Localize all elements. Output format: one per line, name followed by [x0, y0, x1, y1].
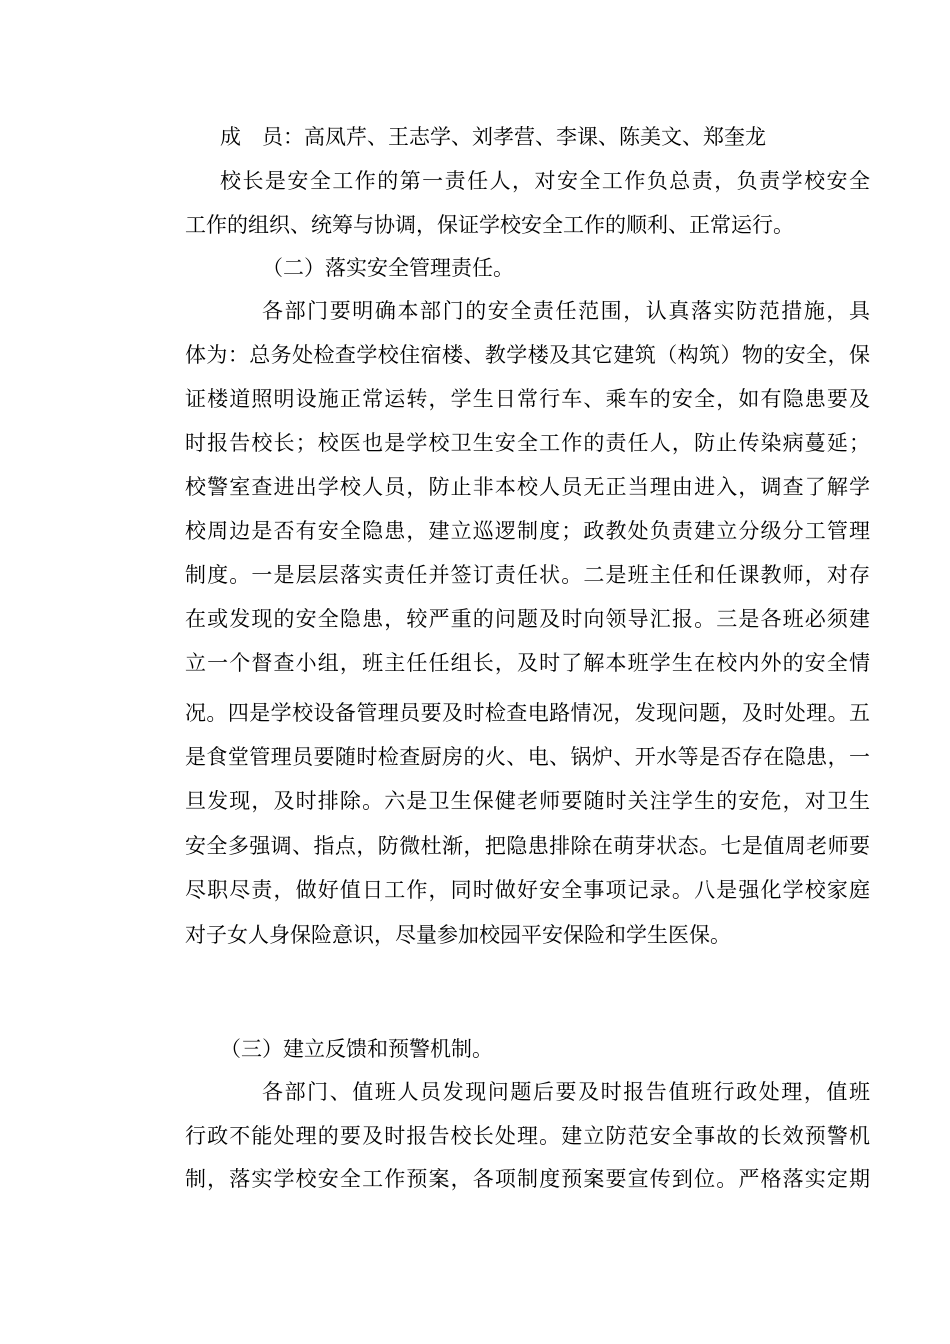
para2-line: 是食堂管理员要随时检查厨房的火、电、锅炉、开水等是否存在隐患，一: [185, 745, 871, 769]
para2-line: 立一个督查小组，班主任任组长，及时了解本班学生在校内外的安全情: [185, 651, 872, 675]
principal-para-line: 工作的组织、统筹与协调，保证学校安全工作的顺利、正常运行。: [185, 213, 794, 237]
members-line: 成 员：高凤芹、王志学、刘孝营、李课、陈美文、郑奎龙: [220, 125, 766, 149]
para2-line: 证楼道照明设施正常运转，学生日常行车、乘车的安全，如有隐患要及: [185, 387, 872, 411]
para2-line: 制度。一是层层落实责任并签订责任状。二是班主任和任课教师，对存: [185, 563, 872, 587]
para2-line: 对子女人身保险意识，尽量参加校园平安保险和学生医保。: [185, 923, 731, 947]
para2-line: 校警室查进出学校人员，防止非本校人员无正当理由进入，调查了解学: [185, 475, 872, 499]
para3-line: 行政不能处理的要及时报告校长处理。建立防范安全事故的长效预警机: [185, 1124, 872, 1148]
para2-line: 校周边是否有安全隐患，建立巡逻制度；政教处负责建立分级分工管理: [185, 519, 872, 543]
principal-para-line: 校长是安全工作的第一责任人，对安全工作负总责，负责学校安全: [220, 169, 872, 193]
para2-line: 安全多强调、指点，防微杜渐，把隐患排除在萌芽状态。七是值周老师要: [185, 834, 871, 858]
para2-line: 时报告校长；校医也是学校卫生安全工作的责任人，防止传染病蔓延；: [185, 431, 872, 455]
para2-line: 在或发现的安全隐患，较严重的问题及时向领导汇报。三是各班必须建: [185, 607, 872, 631]
para2-line: 各部门要明确本部门的安全责任范围，认真落实防范措施，具: [262, 299, 872, 323]
para3-line: 制，落实学校安全工作预案，各项制度预案要宣传到位。严格落实定期: [185, 1167, 872, 1191]
para2-line: 况。四是学校设备管理员要及时检查电路情况，发现问题，及时处理。五: [185, 701, 871, 725]
para3-line: 各部门、值班人员发现问题后要及时报告值班行政处理，值班: [262, 1080, 872, 1104]
para2-line: 体为：总务处检查学校住宿楼、教学楼及其它建筑（构筑）物的安全，保: [185, 343, 871, 367]
section-heading-2: （二）落实安全管理责任。: [262, 256, 514, 280]
section-heading-3: （三）建立反馈和预警机制。: [220, 1037, 493, 1061]
para2-line: 旦发现，及时排除。六是卫生保健老师要随时关注学生的安危，对卫生: [185, 789, 872, 813]
para2-line: 尽职尽责，做好值日工作，同时做好安全事项记录。八是强化学校家庭: [185, 878, 872, 902]
